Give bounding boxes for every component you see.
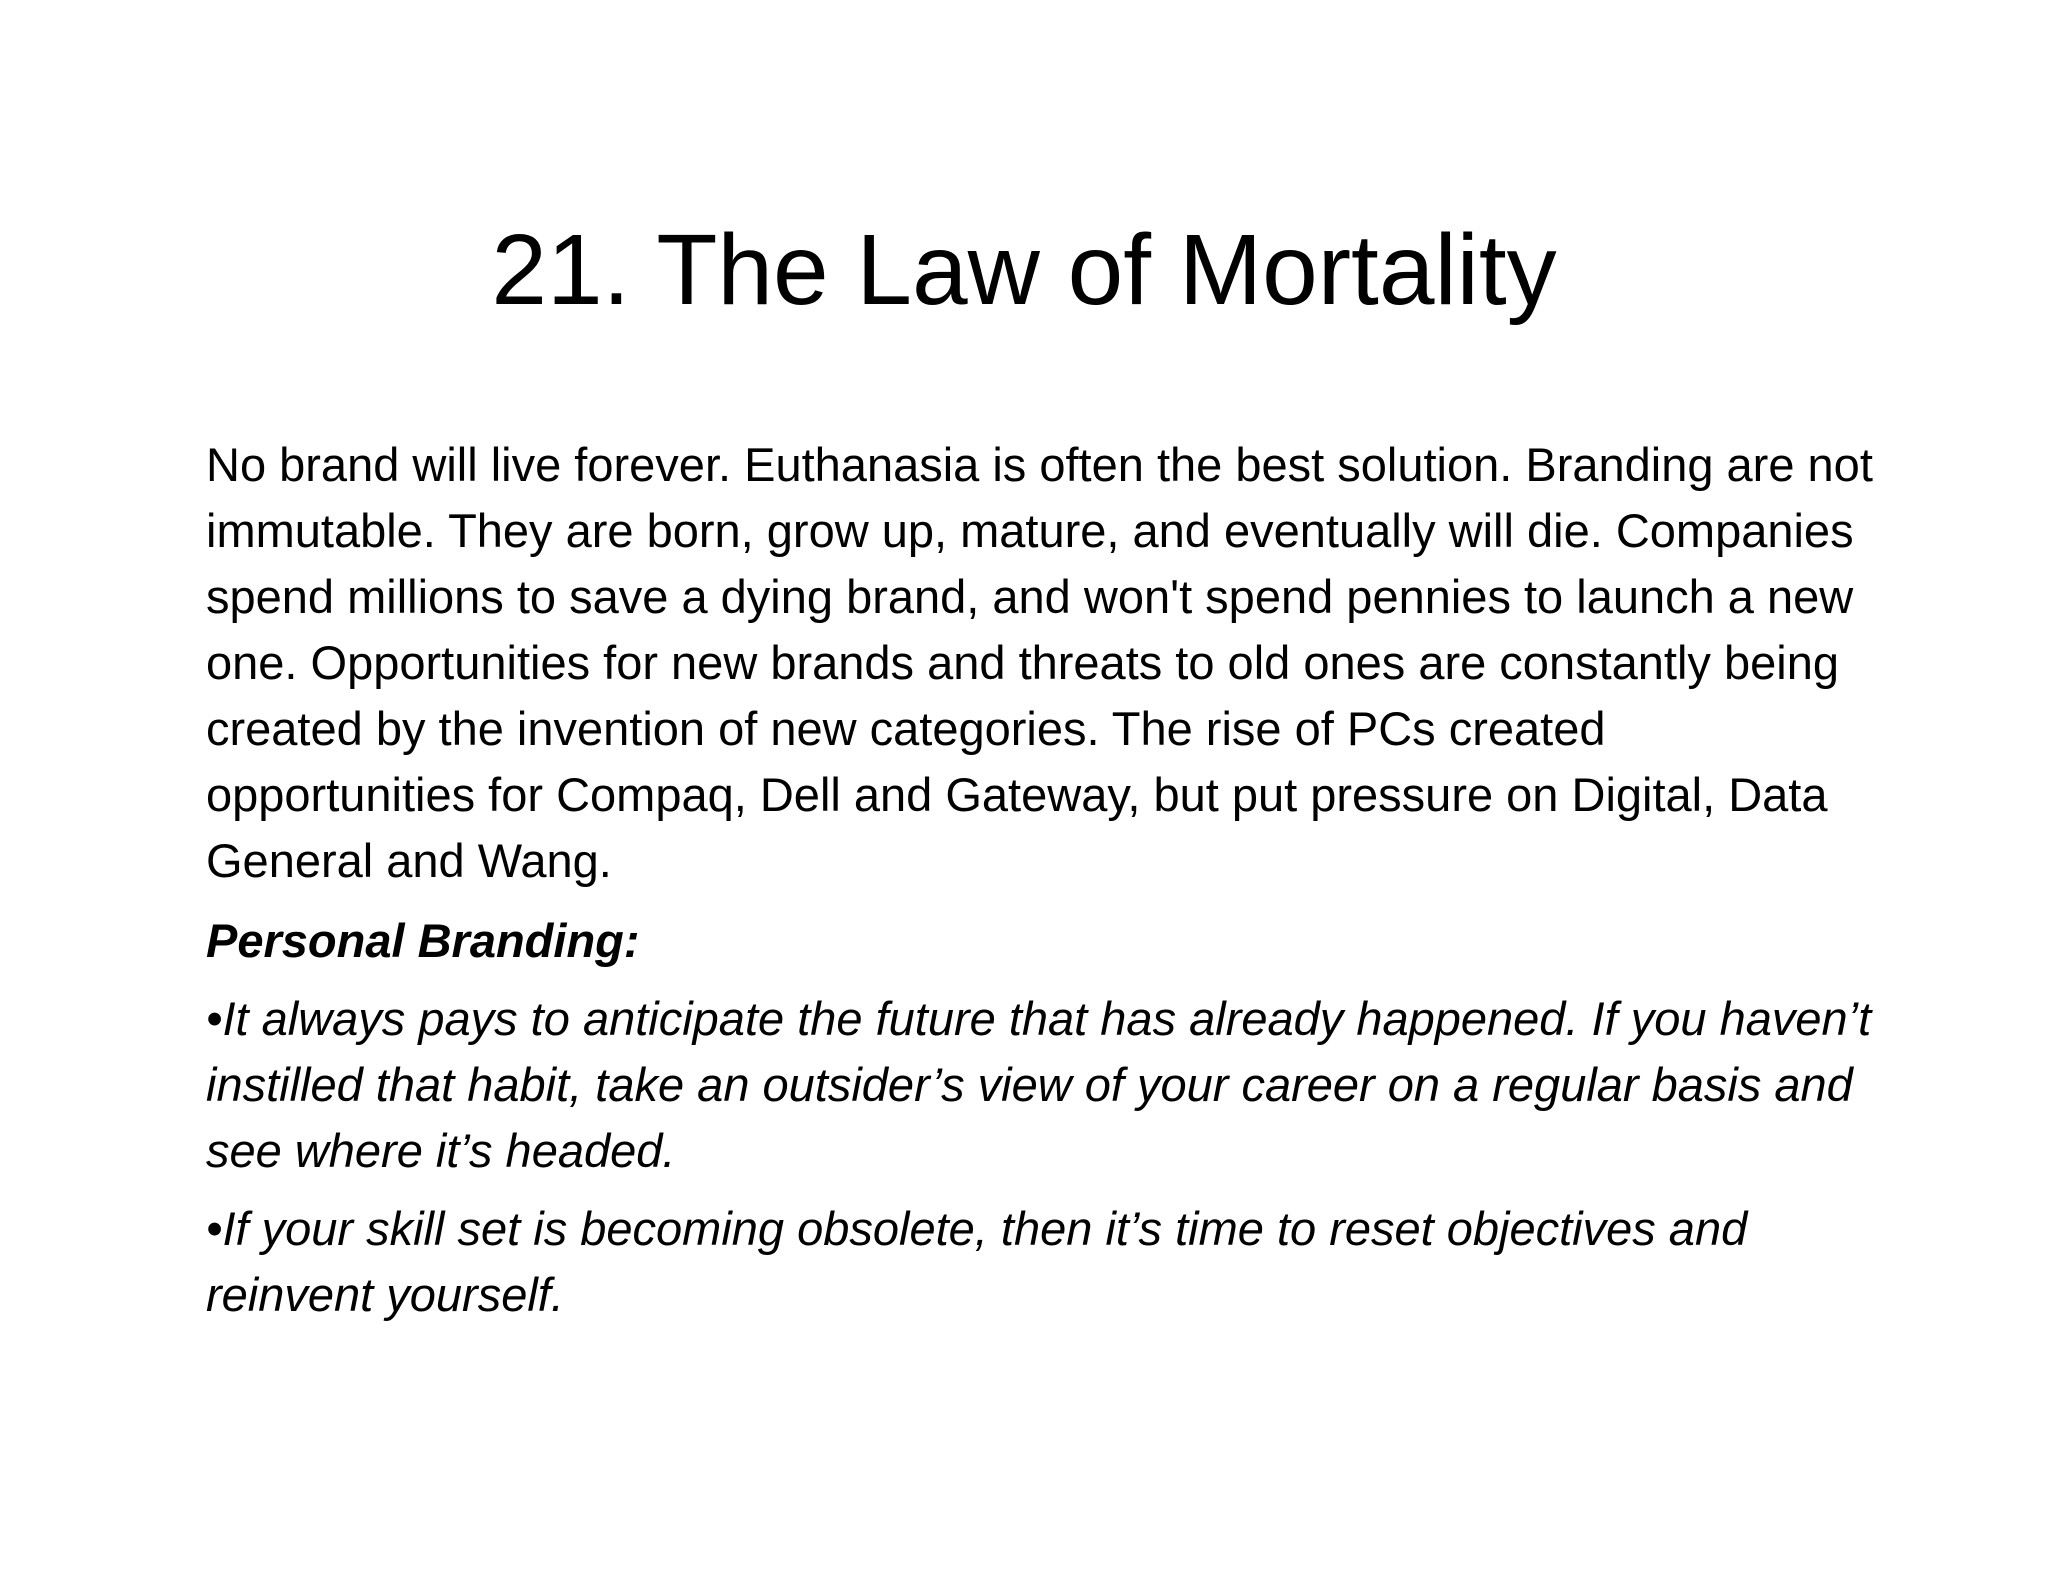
bullet-item: •If your skill set is becoming obsolete, then it’s time to reset objectives and reinvent yourself. [206,1202,1748,1321]
slide-title: 21. The Law of Mortality [491,214,1557,326]
subheading: Personal Branding: [206,914,640,967]
body-paragraph: No brand will live forever. Euthanasia is often the best solution. Branding are not immutable. They are born, grow up, mature, and eventually will die. Companies spend millions to save a dying brand, and won't spend pennies to launch a new one. Opportunities for new brands and threats to old ones are constantly being created by the invention of new categories. The rise of PCs created opportunities for Compaq, Dell and Gateway, but put pressure on Digital, Data General and Wang. [206,438,1873,887]
bullet-item: •It always pays to anticipate the future that has already happened. If you haven’t instilled that habit, take an outsider’s view of your career on a regular basis and see where it’s headed. [206,992,1872,1177]
slide-content [206,432,1886,1328]
